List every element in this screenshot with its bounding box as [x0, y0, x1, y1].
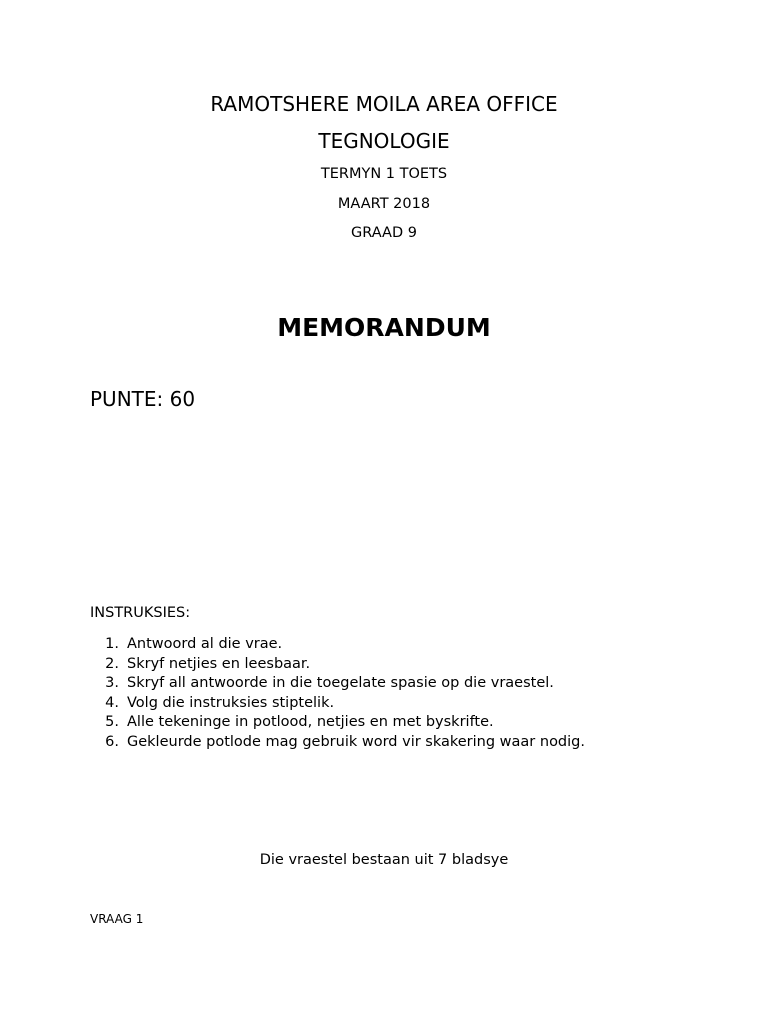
term-label: TERMYN 1 TOETS — [320, 166, 448, 182]
instructions-list — [90, 635, 585, 752]
subject-heading: TEGNOLOGIE — [318, 129, 450, 153]
total-marks: PUNTE: 60 — [90, 387, 196, 411]
grade-label: GRAAD 9 — [351, 225, 417, 241]
instruction-number: 3. — [105, 675, 119, 691]
instruction-text: Gekleurde potlode mag gebruik word vir skakering waar nodig. — [127, 733, 585, 750]
instruction-text: Alle tekeninge in potlood, netjies en met byskrifte. — [127, 714, 494, 730]
instruction-number: 6. — [105, 733, 119, 750]
instruction-number: 2. — [105, 655, 119, 672]
instruction-text: Volg die instruksies stiptelik. — [127, 694, 335, 711]
instruction-text: Skryf all antwoorde in die toegelate spasie op die vraestel. — [127, 675, 554, 691]
office-heading: RAMOTSHERE MOILA AREA OFFICE — [210, 92, 558, 116]
instruction-item — [90, 635, 585, 655]
question-label: VRAAG 1 — [90, 912, 144, 926]
instruction-item — [90, 713, 585, 733]
instruction-item — [90, 694, 585, 714]
document-title: MEMORANDUM — [277, 313, 491, 342]
date-label: MAART 2018 — [337, 196, 431, 212]
page-count-note: Die vraestel bestaan uit 7 bladsye — [259, 852, 509, 868]
instruction-text: Skryf netjies en leesbaar. — [127, 655, 311, 672]
instruction-number: 4. — [105, 694, 119, 711]
instruction-item — [90, 674, 585, 694]
instruction-number: 5. — [105, 714, 119, 730]
instruction-item — [90, 733, 585, 753]
instruction-text: Antwoord al die vrae. — [127, 636, 283, 652]
instruction-item — [90, 655, 585, 675]
instruction-number: 1. — [105, 636, 119, 652]
instructions-heading: INSTRUKSIES: — [90, 605, 191, 621]
